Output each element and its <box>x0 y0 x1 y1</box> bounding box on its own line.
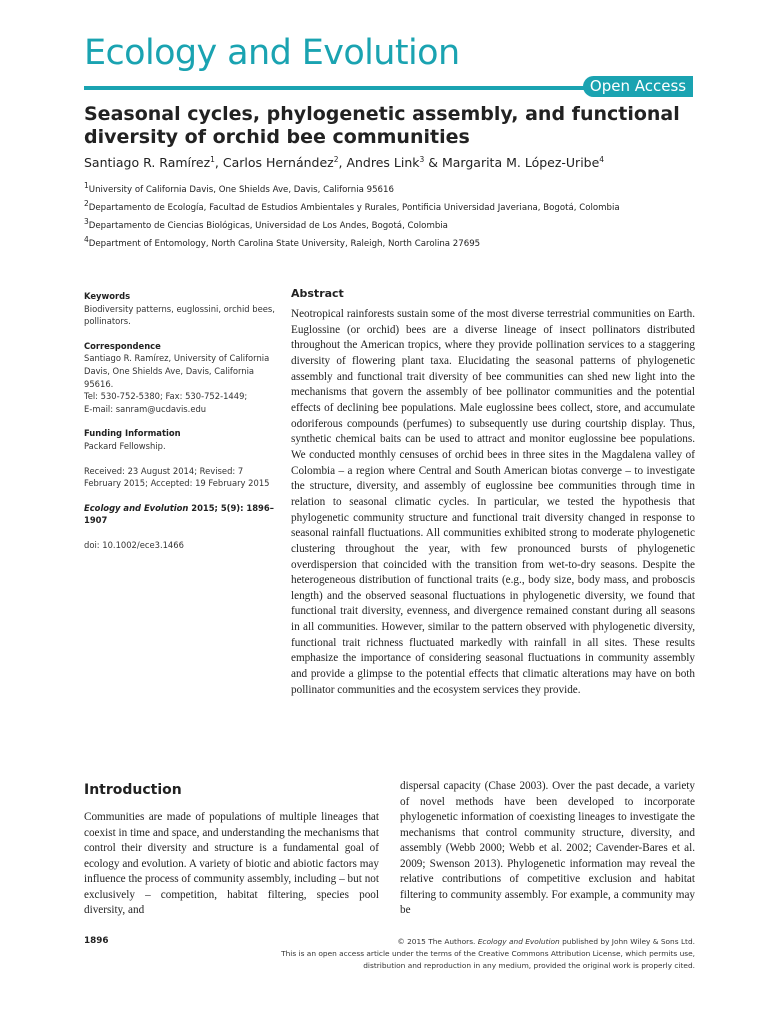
affiliation-number: 1 <box>84 181 89 190</box>
abstract-text: Neotropical rainforests sustain some of the most diverse terrestrial communities on Earth. Euglossine (or orchid) bees are a diverse lineage of insect pollinators distributed throughout the American tropics, where they provide pollination services to a staggering diversity of flowering plant taxa. Elucidating the seasonal patterns of phylogenetic assembly and functional trait diversity of bee communities can shed new light into the mechanisms that govern the assembly of bee pollinator communities and the potential effects of declining bee populations. Male euglossine bees collect, store, and accumulate odoriferous compounds (perfumes) to subsequently use during courtship display. Thus, synthetic chemical baits can be used to attract and monitor euglossine bee populations. We conducted monthly censuses of orchid bees in three sites in the Magdalena valley of Colombia – a region where Central and South American biotas converge – to investigate the structure, diversity, and assembly of euglossine bee communities through time in relation to seasonal climatic cycles. In particular, we tested the hypothesis that phylogenetic community structure and functional trait diversity changed in response to seasonal rainfall fluctuations. All communities exhibited strong to moderate phylogenetic clustering throughout the year, with few pronounced bursts of phylogenetic overdispersion that coincided with the transition from wet-to-dry seasons. Despite the heterogeneous distribution of functional traits (e.g., body size, body mass, and proboscis length) and the observed seasonal fluctuations in phylogenetic diversity, we found that functional trait diversity, evenness, and divergence remained constant during all seasons in all communities. However, similar to the pattern observed with phylogenetic diversity, functional trait richness fluctuated markedly with rainfall in all sites. These results emphasize the importance of considering seasonal fluctuations in community assembly and provide a glimpse to the potential effects that climatic alterations may have on both pollinator communities and the ecosystem services they provide. <box>291 308 695 696</box>
doi[interactable]: doi: 10.1002/ece3.1466 <box>84 539 184 550</box>
author-list <box>84 155 694 170</box>
keywords-text: Biodiversity patterns, euglossini, orchid bees, pollinators. <box>84 303 275 327</box>
license-line: distribution and reproduction in any medium, provided the original work is properly cited. <box>363 960 695 970</box>
affiliation-text: Department of Entomology, North Carolina State University, Raleigh, North Carolina 27695 <box>88 239 481 250</box>
correspondence-email[interactable]: E-mail: sanram@ucdavis.edu <box>84 403 207 414</box>
open-access-badge: Open Access <box>583 76 693 97</box>
license-line: This is an open access article under the terms of the Creative Commons Attribution License, which permits use, <box>281 948 695 958</box>
correspondence-block <box>84 340 279 416</box>
abstract-heading: Abstract <box>291 287 344 300</box>
page-number: 1896 <box>84 936 109 946</box>
author-separator: & <box>424 155 442 171</box>
copyright-footer <box>225 936 695 971</box>
affiliation-text: University of California Davis, One Shields Ave, Davis, California 95616 <box>88 184 394 195</box>
introduction-column-right: dispersal capacity (Chase 2003). Over the past decade, a variety of novel methods have been developed to incorporate phylogenetic information of coexisting lineages to investigate the mechanisms that control community structure, diversity, and assembly (Webb 2000; Webb et al. 2002; Cavender-Bares et al. 2009; Swenson 2013). Phylogenetic information may reveal the relative contributions of competitive exclusion and habitat filtering to community assembly. For example, a community may be <box>400 780 695 916</box>
author-name: Andres Link <box>346 155 420 171</box>
introduction-column-left: Communities are made of populations of multiple lineages that coexist in time and space, and understanding the mechanisms that control their diversity and structure is a fundamental goal of ecology and evolution. A variety of biotic and abiotic factors may influence the process of community assembly, including – but not exclusively – competition, habitat filtering, species pool diversity, and <box>84 811 379 916</box>
author-affiliation-mark: 2 <box>333 155 339 164</box>
funding-text: Packard Fellowship. <box>84 440 166 451</box>
correspondence-address: Santiago R. Ramírez, University of California Davis, One Shields Ave, Davis, California 95616. <box>84 353 270 389</box>
keywords-label: Keywords <box>84 291 131 301</box>
author-affiliation-mark: 4 <box>599 155 605 164</box>
author-affiliation-mark: 1 <box>210 155 215 164</box>
copyright-suffix: published by John Wiley & Sons Ltd. <box>559 937 695 946</box>
correspondence-phone: Tel: 530-752-5380; Fax: 530-752-1449; <box>84 391 248 402</box>
affiliation <box>84 179 694 197</box>
copyright-line <box>225 936 695 948</box>
copyright-prefix: © 2015 The Authors. <box>397 937 478 946</box>
funding-label: Funding Information <box>84 428 181 439</box>
citation-block <box>84 502 279 527</box>
author-separator: , <box>338 155 347 171</box>
funding-block <box>84 427 279 452</box>
affiliation <box>84 215 694 233</box>
correspondence-label: Correspondence <box>84 340 161 351</box>
affiliation <box>84 197 694 215</box>
affiliation-number: 4 <box>84 235 89 245</box>
affiliation-list <box>84 179 694 251</box>
author-name: Margarita M. López-Uribe <box>441 155 600 171</box>
affiliation-text: Departamento de Ecología, Facultad de Estudios Ambientales y Rurales, Pontificia Universidad Javeriana, Bogotá, Colombia <box>88 202 620 213</box>
author-name: Carlos Hernández <box>222 155 334 171</box>
journal-title: Ecology and Evolution <box>84 33 460 73</box>
affiliation <box>84 233 694 251</box>
affiliation-number: 3 <box>84 217 89 227</box>
header-rule <box>84 86 590 90</box>
article-title: Seasonal cycles, phylogenetic assembly, and functional diversity of orchid bee communities <box>84 103 680 148</box>
citation-details: 2015; 5(9): 1896–1907 <box>84 502 274 526</box>
affiliation-text: Departamento de Ciencias Biológicas, Universidad de Los Andes, Bogotá, Colombia <box>88 220 448 231</box>
dates-block: Received: 23 August 2014; Revised: 7 February 2015; Accepted: 19 February 2015 <box>84 465 270 489</box>
article-info-sidebar <box>84 290 279 564</box>
copyright-journal: Ecology and Evolution <box>477 937 560 946</box>
author-separator: , <box>214 155 223 171</box>
keywords-block <box>84 290 279 328</box>
author-name: Santiago R. Ramírez <box>84 155 211 171</box>
citation-journal: Ecology and Evolution <box>84 502 189 513</box>
affiliation-number: 2 <box>84 199 89 209</box>
author-affiliation-mark: 3 <box>419 155 425 164</box>
introduction-heading: Introduction <box>84 782 182 798</box>
